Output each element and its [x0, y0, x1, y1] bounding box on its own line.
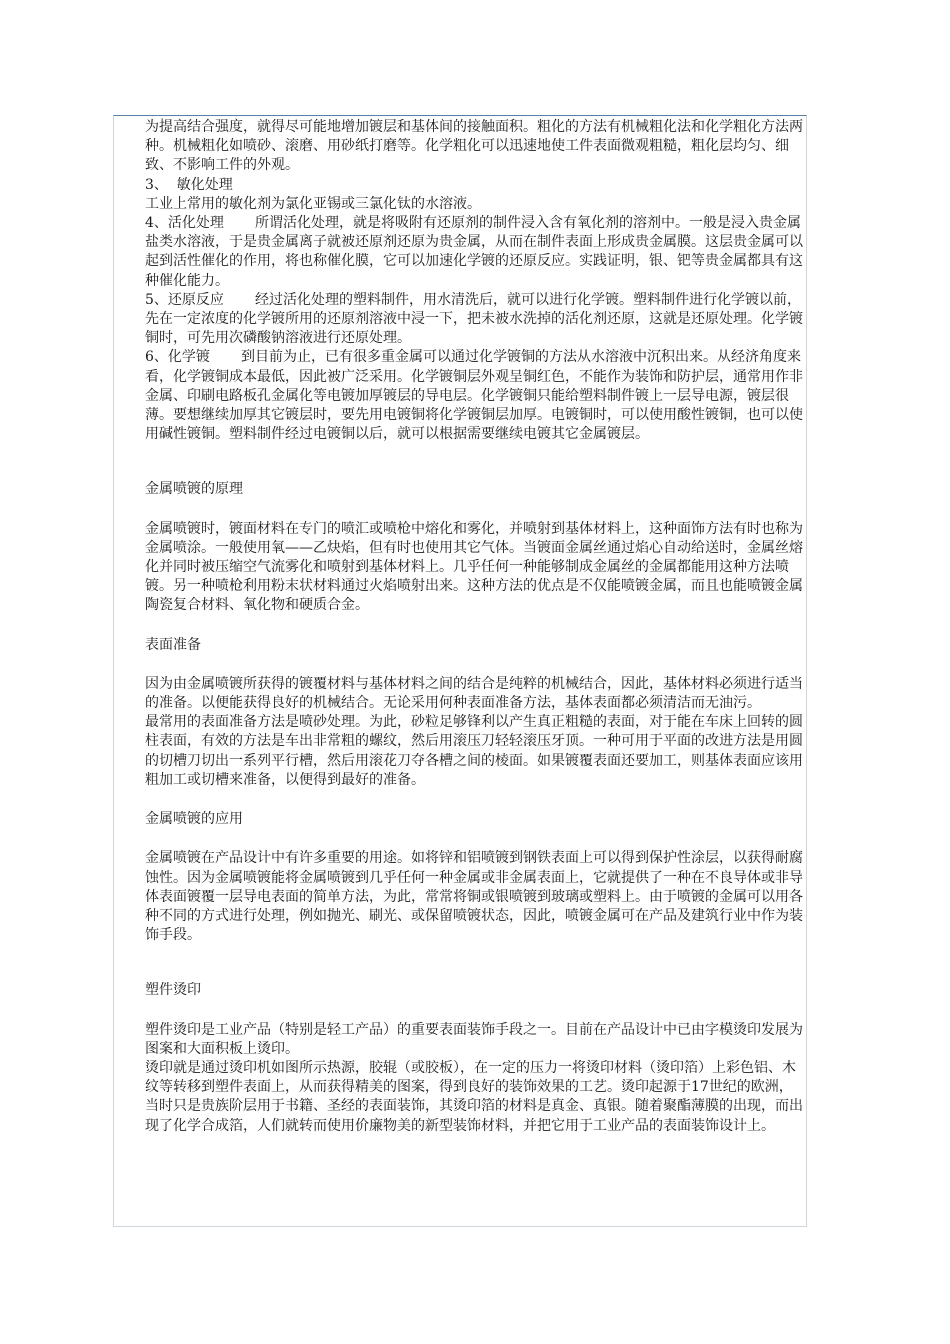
- heading-hot-stamping: 塑件烫印: [145, 982, 201, 999]
- heading-surface-prep: 表面准备: [145, 636, 201, 653]
- heading-spray-principle: 金属喷镀的原理: [145, 481, 243, 498]
- paragraph-sensitization: 工业上常用的敏化剂为氯化亚锡或三氯化钛的水溶液。: [145, 195, 481, 212]
- paragraph-hot-stamping-1: 塑件烫印是工业产品（特别是轻工产品）的重要表面装饰手段之一。目前在产品设计中已由字模烫印发展为图案和大面积板上烫印。: [145, 1021, 803, 1057]
- spacer: [145, 616, 805, 636]
- spacer: [145, 829, 805, 849]
- paragraph-spray-principle: 金属喷镀时，镀面材料在专门的喷汇或喷枪中熔化和雾化，并喷射到基体材料上，这种面饰方法有时也称为金属喷涂。一般使用氧——乙炔焰，但有时也使用其它气体。当镀面金属丝通过焰心自动给送时，金属丝熔化并同时被压缩空气流雾化和喷射到基体材料上。几乎任何一种能够制成金属丝的金属都能用这种方法喷镀。另一种喷枪利用粉末状材料通过火焰喷射出来。这种方法的优点是不仅能喷镀金属，而且也能喷镀金属陶瓷复合材料、氧化物和硬质合金。: [145, 520, 803, 614]
- spacer: [145, 790, 805, 810]
- spacer: [145, 655, 805, 675]
- paragraph-activation: 4、活化处理 所谓活化处理，就是将吸附有还原剂的制件浸入含有氧化剂的溶剂中。一般是浸入贵金属盐类水溶液，于是贵金属离子就被还原剂还原为贵金属，从而在制件表面上形成贵金属膜。这层贵金属可以起到活性催化的作用，将也称催化膜，它可以加速化学镀的还原反应。实践证明，银、钯等贵金属都具有这种催化能力。: [145, 215, 803, 289]
- spacer: [145, 444, 805, 480]
- spacer: [145, 1001, 805, 1021]
- paragraph-roughening: 为提高结合强度，就得尽可能地增加镀层和基体间的接触面积。粗化的方法有机械粗化法和化学粗化方法两种。机械粗化如喷砂、滚磨、用砂纸打磨等。化学粗化可以迅速地使工件表面微观粗糙，粗化层均匀、细致、不影响工件的外观。: [145, 119, 803, 174]
- paragraph-spray-application: 金属喷镀在产品设计中有许多重要的用途。如将锌和铝喷镀到钢铁表面上可以得到保护性涂层，以获得耐腐蚀性。因为金属喷镀能将金属喷镀到几乎任何一种金属或非金属表面上，它就提供了一种在不良导体或非导体表面镀覆一层导电表面的简单方法，为此，常常将铜或银喷镀到玻璃或塑料上。由于喷镀的金属可以用各种不同的方式进行处理，例如抛光、刷光、或保留喷镀状态，因此，喷镀金属可在产品及建筑行业中作为装饰手段。: [145, 850, 803, 944]
- paragraph-surface-prep-2: 最常用的表面准备方法是喷砂处理。为此，砂粒足够锋利以产生真正粗糙的表面，对于能在车床上回转的圆柱表面，有效的方法是车出非常粗的螺纹，然后用滚压刀轻轻滚压牙顶。一种可用于平面的改进方法是用圆的切槽刀切出一系列平行槽，然后用滚花刀夺各槽之间的棱面。如果镀覆表面还要加工，则基体表面应该用粗加工或切槽来准备，以便得到最好的准备。: [145, 714, 803, 788]
- heading-spray-application: 金属喷镀的应用: [145, 811, 243, 828]
- heading-sensitization: 3、 敏化处理: [145, 176, 233, 193]
- spacer: [145, 945, 805, 981]
- paragraph-reduction: 5、还原反应 经过活化处理的塑料制件，用水清洗后，就可以进行化学镀。塑料制件进行化学镀以前，先在一定浓度的化学镀所用的还原剂溶液中浸一下，把未被水洗掉的活化剂还原，这就是还原处理。化学镀铜时，可先用次磷酸钠溶液进行还原处理。: [145, 291, 803, 347]
- paragraph-chemical-plating: 6、化学镀 到目前为止，已有很多重金属可以通过化学镀铜的方法从水溶液中沉积出来。从经济角度来看，化学镀铜成本最低，因此被广泛采用。化学镀铜层外观呈铜红色，不能作为装饰和防护层，通常用作非金属、印刷电路板孔金属化等电镀加厚镀层的导电层。化学镀铜只能给塑料制件镀上一层导电源，镀层很薄。要想继续加厚其它镀层时，要先用电镀铜将化学镀铜层加厚。电镀铜时，可以使用酸性镀铜，也可以使用碱性镀铜。塑料制件经过电镀铜以后，就可以根据需要继续电镀其它金属镀层。: [145, 349, 803, 443]
- spacer: [145, 500, 805, 520]
- document-body: [145, 118, 805, 1136]
- paragraph-surface-prep-1: 因为由金属喷镀所获得的镀覆材料与基体材料之间的结合是纯粹的机械结合，因此，基体材料必须进行适当的准备。以便能获得良好的机械结合。无论采用何种表面准备方法，基体表面都必须清洁而无油污。: [145, 675, 803, 712]
- paragraph-hot-stamping-2: 烫印就是通过烫印机如图所示热源，胶辊（或胶板），在一定的压力一将烫印材料（烫印箔）上彩色铝、木纹等转移到塑件表面上，从而获得精美的图案，得到良好的装饰效果的工艺。烫印起源于17世纪的欧洲，当时只是贵族阶层用于书籍、圣经的表面装饰，其烫印箔的材料是真金、真银。随着聚酯薄膜的出现，而出现了化学合成箔，人们就转而使用价廉物美的新型装饰材料，并把它用于工业产品的表面装饰设计上。: [145, 1059, 803, 1134]
